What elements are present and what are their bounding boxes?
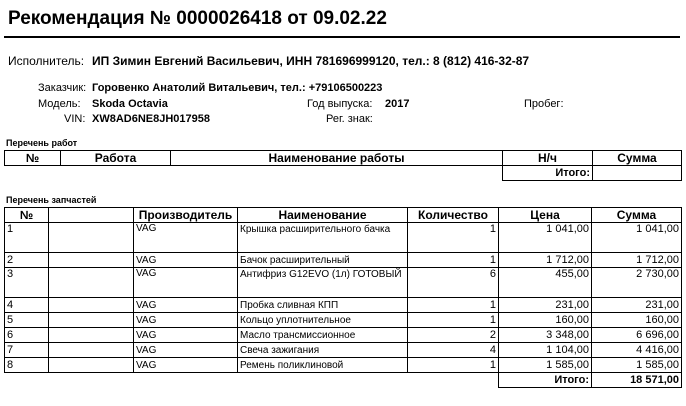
- row-name: Крышка расширительного бачка: [238, 223, 408, 253]
- works-header-name: Наименование работы: [171, 151, 503, 166]
- row-num: 7: [5, 343, 49, 358]
- document-title: Рекомендация № 0000026418 от 09.02.22: [8, 8, 387, 29]
- customer-label: Заказчик:: [38, 82, 87, 94]
- row-qty: 2: [408, 328, 499, 343]
- vin-label: VIN:: [64, 113, 86, 125]
- reg-label: Рег. знак:: [326, 113, 373, 125]
- table-row: [5, 253, 682, 268]
- parts-section-label: Перечень запчастей: [6, 195, 97, 205]
- row-sum: 2 730,00: [592, 268, 682, 298]
- works-header-num: №: [5, 151, 61, 166]
- row-num: 1: [5, 223, 49, 253]
- parts-table: [4, 207, 682, 388]
- year-value: 2017: [385, 98, 410, 110]
- row-price: 1 712,00: [499, 253, 592, 268]
- executor-label: Исполнитель:: [8, 54, 85, 68]
- row-qty: 6: [408, 268, 499, 298]
- table-row: [5, 313, 682, 328]
- row-qty: 1: [408, 358, 499, 373]
- row-qty: 1: [408, 253, 499, 268]
- parts-header-price: Цена: [499, 208, 592, 223]
- works-header-sum: Сумма: [593, 151, 682, 166]
- row-sum: 1 712,00: [592, 253, 682, 268]
- model-value: Skoda Octavia: [92, 98, 168, 110]
- row-qty: 1: [408, 298, 499, 313]
- executor-value: ИП Зимин Евгений Васильевич, ИНН 781696999120, тел.: 8 (812) 416-32-87: [92, 54, 530, 68]
- parts-header-qty: Количество: [408, 208, 499, 223]
- row-num: 8: [5, 358, 49, 373]
- works-total-value: [593, 166, 682, 181]
- row-maker: VAG: [134, 358, 238, 373]
- row-name: Ремень поликлиновой: [238, 358, 408, 373]
- row-sum: 231,00: [592, 298, 682, 313]
- row-maker: VAG: [134, 253, 238, 268]
- row-sum: 1 041,00: [592, 223, 682, 253]
- table-row: [5, 358, 682, 373]
- table-row: [5, 268, 682, 298]
- works-header-work: Работа: [61, 151, 171, 166]
- year-label: Год выпуска:: [307, 98, 373, 110]
- row-price: 455,00: [499, 268, 592, 298]
- row-price: 160,00: [499, 313, 592, 328]
- row-name: Бачок расширительный: [238, 253, 408, 268]
- row-price: 1 585,00: [499, 358, 592, 373]
- row-num: 6: [5, 328, 49, 343]
- row-name: Масло трансмиссионное: [238, 328, 408, 343]
- vin-value: XW8AD6NE8JH017958: [92, 113, 211, 125]
- parts-total-label: Итого:: [499, 373, 592, 388]
- row-qty: 1: [408, 223, 499, 253]
- row-qty: 4: [408, 343, 499, 358]
- row-price: 1 104,00: [499, 343, 592, 358]
- row-sum: 160,00: [592, 313, 682, 328]
- title-divider: [4, 36, 680, 38]
- row-maker: VAG: [134, 268, 238, 298]
- row-qty: 1: [408, 313, 499, 328]
- row-maker: VAG: [134, 313, 238, 328]
- row-name: Кольцо уплотнительное: [238, 313, 408, 328]
- row-num: 4: [5, 298, 49, 313]
- parts-header-num: №: [5, 208, 49, 223]
- parts-total-value: 18 571,00: [592, 373, 682, 388]
- parts-header-maker: Производитель: [134, 208, 238, 223]
- table-row: [5, 223, 682, 253]
- row-maker: VAG: [134, 298, 238, 313]
- customer-value: Горовенко Анатолий Витальевич, тел.: +79106500223: [92, 82, 383, 94]
- table-row: [5, 298, 682, 313]
- parts-header-sum: Сумма: [592, 208, 682, 223]
- row-sum: 1 585,00: [592, 358, 682, 373]
- row-maker: VAG: [134, 223, 238, 253]
- row-price: 231,00: [499, 298, 592, 313]
- row-maker: VAG: [134, 328, 238, 343]
- model-label: Модель:: [38, 98, 81, 110]
- row-name: Свеча зажигания: [238, 343, 408, 358]
- parts-header-name: Наименование: [238, 208, 408, 223]
- row-num: 3: [5, 268, 49, 298]
- mileage-label: Пробег:: [524, 98, 564, 110]
- row-sum: 6 696,00: [592, 328, 682, 343]
- row-name: Антифриз G12EVO (1л) ГОТОВЫЙ: [238, 268, 408, 298]
- row-price: 1 041,00: [499, 223, 592, 253]
- table-row: [5, 343, 682, 358]
- row-num: 2: [5, 253, 49, 268]
- row-price: 3 348,00: [499, 328, 592, 343]
- works-section-label: Перечень работ: [6, 138, 78, 148]
- row-num: 5: [5, 313, 49, 328]
- works-table: [4, 150, 682, 181]
- row-sum: 4 416,00: [592, 343, 682, 358]
- row-name: Пробка сливная КПП: [238, 298, 408, 313]
- row-maker: VAG: [134, 343, 238, 358]
- table-row: [5, 328, 682, 343]
- works-header-hours: Н/ч: [503, 151, 593, 166]
- works-total-label: Итого:: [503, 166, 593, 181]
